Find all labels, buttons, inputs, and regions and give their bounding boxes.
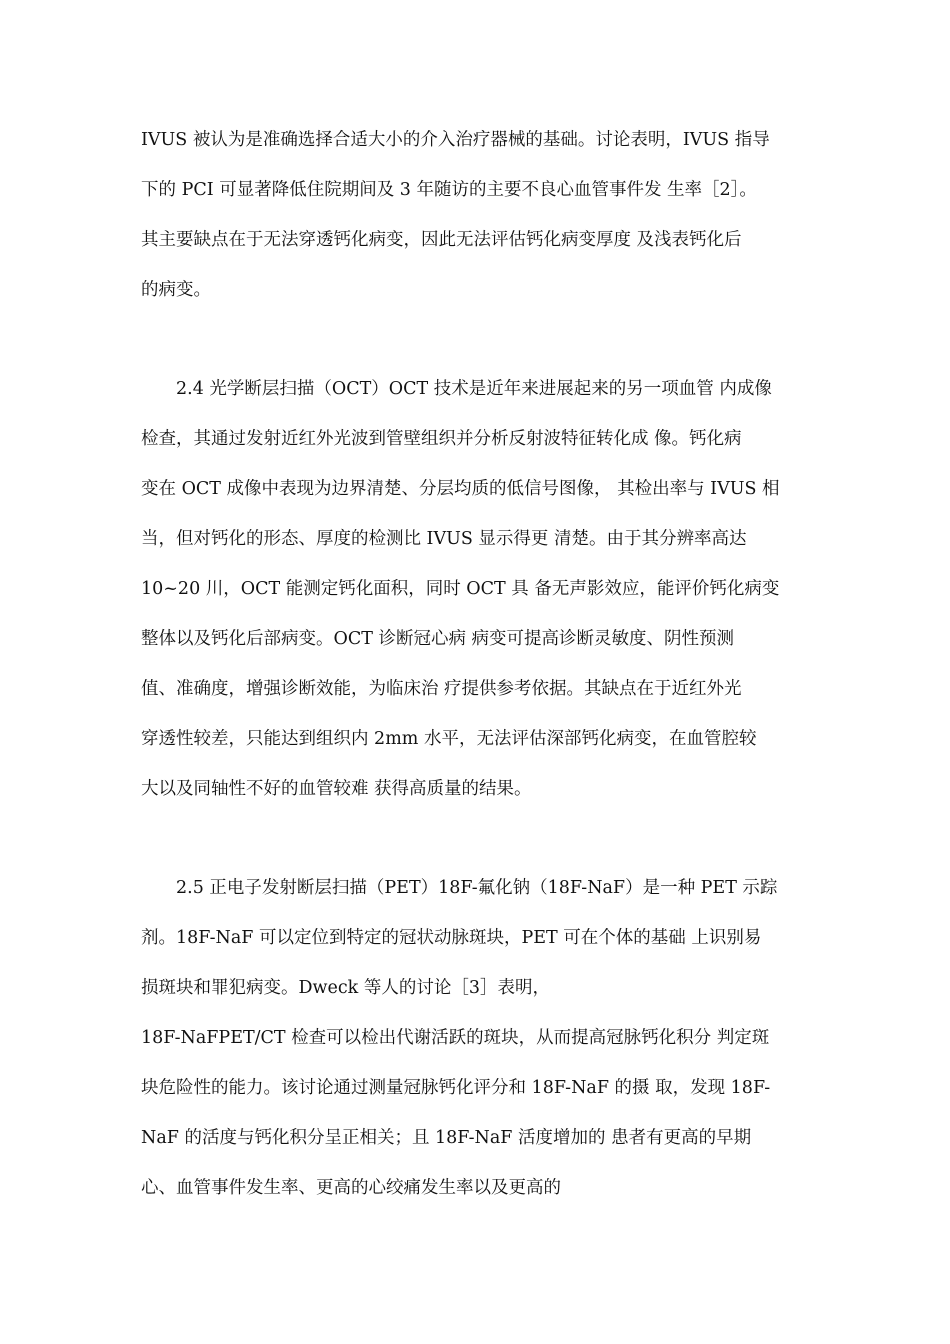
- paragraph-2-line-6: 整体以及钙化后部病变。OCT 诊断冠心病 病变可提高诊断灵敏度、阴性预测: [141, 629, 735, 649]
- paragraph-3-line-6: NaF 的活度与钙化积分呈正相关；且 18F-NaF 活度增加的 患者有更高的早期: [141, 1128, 752, 1148]
- paragraph-3-line-2: 剂。18F-NaF 可以定位到特定的冠状动脉斑块，PET 可在个体的基础 上识别易: [141, 928, 762, 948]
- paragraph-3-line-7: 心、血管事件发生率、更高的心绞痛发生率以及更高的: [141, 1178, 561, 1198]
- paragraph-2-line-5: 10~20 川，OCT 能测定钙化面积，同时 OCT 具 备无声影效应，能评价钙化病变: [141, 579, 780, 599]
- paragraph-1-line-2: 下的 PCI 可显著降低住院期间及 3 年随访的主要不良心血管事件发 生率［2］。: [141, 180, 757, 200]
- paragraph-1-line-1: IVUS 被认为是准确选择合适大小的介入治疗器械的基础。讨论表明，IVUS 指导: [141, 130, 770, 150]
- paragraph-1-line-4: 的病变。: [141, 280, 211, 300]
- paragraph-2-line-8: 穿透性较差，只能达到组织内 2mm 水平，无法评估深部钙化病变，在血管腔较: [141, 729, 757, 749]
- paragraph-2-line-3: 变在 OCT 成像中表现为边界清楚、分层均质的低信号图像， 其检出率与 IVUS 相: [141, 479, 780, 499]
- paragraph-2-line-2: 检查，其通过发射近红外光波到管壁组织并分析反射波特征转化成 像。钙化病: [141, 429, 742, 449]
- paragraph-3-line-4: 18F-NaFPET/CT 检查可以检出代谢活跃的斑块，从而提高冠脉钙化积分 判定斑: [141, 1028, 770, 1048]
- paragraph-2-line-1: 2.4 光学断层扫描（OCT）OCT 技术是近年来进展起来的另一项血管 内成像: [176, 379, 772, 399]
- paragraph-3-line-5: 块危险性的能力。该讨论通过测量冠脉钙化评分和 18F-NaF 的摄 取，发现 18F-: [141, 1078, 771, 1098]
- paragraph-2-line-4: 当，但对钙化的形态、厚度的检测比 IVUS 显示得更 清楚。由于其分辨率高达: [141, 529, 747, 549]
- paragraph-1-line-3: 其主要缺点在于无法穿透钙化病变，因此无法评估钙化病变厚度 及浅表钙化后: [141, 230, 742, 250]
- paragraph-2-line-9: 大以及同轴性不好的血管较难 获得高质量的结果。: [141, 779, 532, 799]
- paragraph-3-line-3: 损斑块和罪犯病变。Dweck 等人的讨论［3］表明，: [141, 978, 550, 998]
- paragraph-2-line-7: 值、准确度，增强诊断效能，为临床治 疗提供参考依据。其缺点在于近红外光: [141, 679, 742, 699]
- paragraph-3-line-1: 2.5 正电子发射断层扫描（PET）18F-氟化钠（18F-NaF）是一种 PET 示踪: [176, 878, 778, 898]
